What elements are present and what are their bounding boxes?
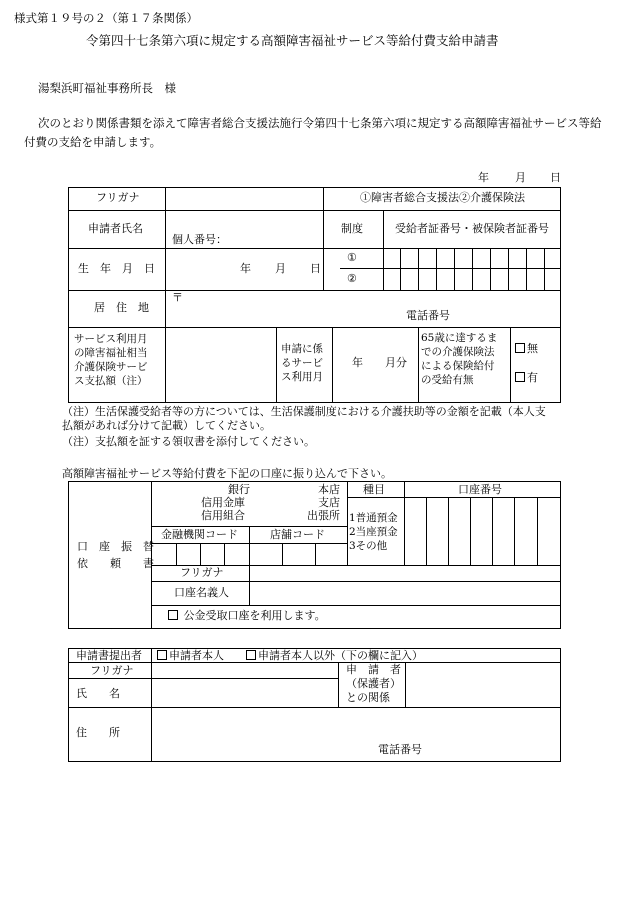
phone-label: 電話番号 (406, 309, 450, 322)
option-yes-label: 有 (527, 371, 538, 384)
holder-furigana-label: フリガナ (180, 566, 224, 579)
postal-mark: 〒 (172, 291, 183, 304)
option-yes[interactable] (515, 372, 538, 385)
option-none-label: 無 (527, 342, 538, 355)
account-kind-label: 種目 (363, 483, 385, 496)
service-amount-label-1: サービス利用月 (74, 333, 148, 345)
submitter-other-option[interactable] (246, 650, 423, 663)
checkbox-icon (157, 650, 167, 660)
dob-month: 月 (275, 262, 286, 275)
age65-label-3: による保険給付 (421, 360, 495, 372)
account-kind-1: 1普通預金 (349, 512, 398, 524)
branch-type-branch: 支店 (318, 496, 340, 509)
transfer-label-1: 口 座 振 替 (77, 540, 154, 553)
date-month: 月 (515, 171, 526, 184)
intro-line-2: 付費の支給を申請します。 (24, 135, 162, 149)
public-account-label: 公金受取口座を利用します。 (183, 609, 326, 622)
address-label: 居 住 地 (94, 301, 149, 314)
dob-year: 年 (240, 262, 251, 275)
account-number-label: 口座番号 (458, 483, 502, 496)
cert-number-label: 受給者証番号・被保険者証番号 (395, 222, 549, 235)
dob-day: 日 (310, 262, 321, 275)
service-month-label-2: るサービ (281, 357, 323, 369)
submitter-label: 申請書提出者 (76, 649, 142, 662)
checkbox-icon (168, 610, 178, 620)
submitter-furigana-label: フリガナ (90, 664, 134, 677)
age65-label-2: での介護保険法 (421, 346, 495, 358)
institution-code-label: 金融機関コード (161, 528, 238, 541)
service-amount-label-3: 介護保険サービ (74, 361, 148, 373)
date-day: 日 (550, 171, 561, 184)
applicant-name-label: 申請者氏名 (88, 222, 143, 235)
submitter-self-option[interactable] (157, 650, 224, 663)
account-kind-3: 3その他 (349, 540, 388, 552)
option-none[interactable] (515, 343, 538, 356)
account-kind-2: 2当座預金 (349, 526, 398, 538)
relation-label-1: 申 請 者 (346, 663, 401, 676)
law-choice: ①障害者総合支援法②介護保険法 (360, 191, 525, 204)
bank-type-credit-union: 信用金庫 (201, 496, 245, 509)
checkbox-icon (515, 372, 525, 382)
relation-label-3: との関係 (346, 691, 390, 704)
bank-intro: 高額障害福祉サービス等給付費を下記の口座に振り込んで下さい。 (62, 467, 392, 480)
form-title: 令第四十七条第六項に規定する高額障害福祉サービス等給付費支給申請書 (86, 33, 499, 48)
furigana-label: フリガナ (96, 191, 140, 204)
submitter-phone-label: 電話番号 (378, 743, 422, 756)
submitter-address-label: 住 所 (76, 726, 120, 739)
checkbox-icon (246, 650, 256, 660)
bank-type-bank: 銀行 (228, 483, 250, 496)
note-1a: （注）生活保護受給者等の方については、生活保護制度における介護扶助等の金額を記載（本人支 (62, 405, 546, 418)
age65-label-1: 65歳に達するま (421, 332, 498, 344)
branch-code-label: 店舗コード (270, 528, 325, 541)
year-month-label: 年 月分 (352, 356, 407, 369)
service-amount-label-4: ス支払額（注） (74, 375, 148, 387)
intro-line-1: 次のとおり関係書類を添えて障害者総合支援法施行令第四十七条第六項に規定する高額障害福祉サービス等給 (38, 116, 602, 130)
service-month-label-3: ス利用月 (281, 371, 323, 383)
submitter-name-label: 氏 名 (76, 687, 120, 700)
submitter-other-label: 申請者本人以外（下の欄に記入） (258, 649, 423, 662)
personal-number-label: 個人番号： (172, 233, 227, 246)
age65-label-4: の受給有無 (421, 374, 474, 386)
option-1: ① (347, 251, 357, 264)
option-2: ② (347, 272, 357, 285)
note-2: （注）支払額を証する領収書を添付してください。 (62, 435, 315, 448)
checkbox-icon (515, 343, 525, 353)
bank-type-credit-assoc: 信用組合 (201, 509, 245, 522)
service-amount-label-2: の障害福祉相当 (74, 347, 148, 359)
form-number: 様式第１９号の２（第１７条関係） (14, 11, 198, 25)
transfer-label-2: 依 頼 書 (77, 557, 154, 570)
addressee: 湯梨浜町福祉事務所長 様 (38, 81, 176, 95)
service-month-label-1: 申請に係 (281, 343, 323, 355)
branch-type-head: 本店 (318, 483, 340, 496)
note-1b: 払額があれば分けて記載）してください。 (62, 419, 271, 432)
relation-label-2: （保護者） (346, 677, 401, 690)
system-label: 制度 (341, 222, 363, 235)
date-year: 年 (478, 171, 489, 184)
account-holder-label: 口座名義人 (174, 586, 229, 599)
submitter-self-label: 申請者本人 (169, 649, 224, 662)
dob-label: 生 年 月 日 (78, 262, 155, 275)
branch-type-office: 出張所 (307, 509, 340, 522)
public-account-option[interactable] (168, 610, 326, 623)
